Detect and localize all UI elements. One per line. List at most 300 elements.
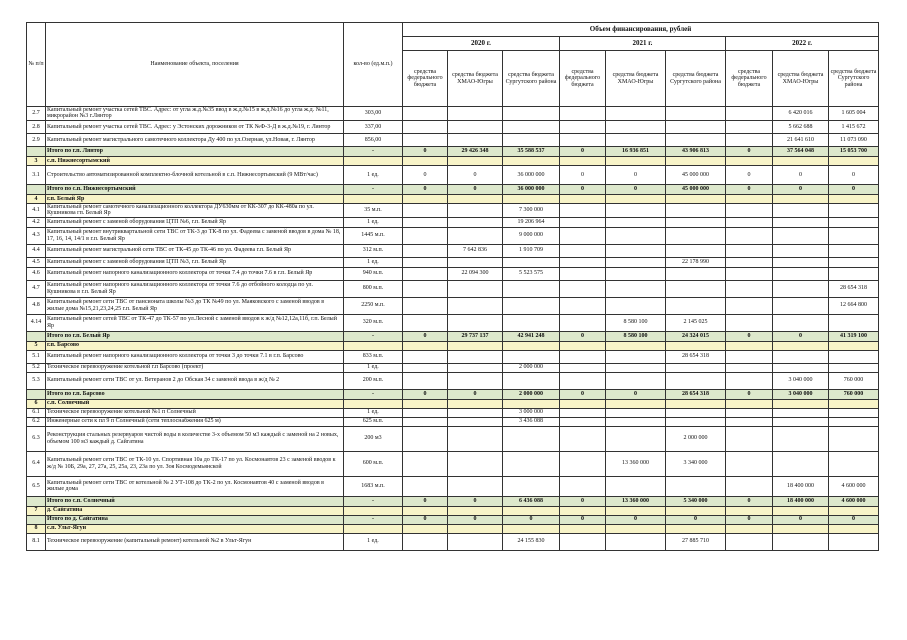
row-name: Итого по г.п. Барсово	[46, 389, 344, 399]
empty-cell	[829, 399, 879, 408]
value-cell	[666, 227, 726, 244]
empty-cell	[606, 399, 666, 408]
value-cell	[403, 417, 448, 426]
row-quantity: 303,00	[344, 107, 403, 121]
row-quantity: 2250 м.п.	[344, 297, 403, 314]
value-cell: 0	[829, 184, 879, 194]
value-cell	[666, 280, 726, 297]
row-number: 6.3	[27, 426, 46, 451]
header-source-federal: средства федерального бюджета	[726, 51, 773, 107]
value-cell: 0	[560, 515, 606, 524]
value-cell	[560, 244, 606, 257]
value-cell	[503, 107, 560, 121]
value-cell	[503, 120, 560, 133]
value-cell	[560, 297, 606, 314]
value-cell	[560, 203, 606, 217]
empty-cell	[344, 156, 403, 165]
empty-cell	[606, 194, 666, 203]
value-cell	[448, 280, 503, 297]
row-number: 4.5	[27, 257, 46, 267]
value-cell: 2 000 000	[666, 426, 726, 451]
empty-cell	[403, 341, 448, 350]
value-cell	[773, 314, 829, 331]
empty-cell	[666, 341, 726, 350]
value-cell	[560, 363, 606, 372]
value-cell	[503, 257, 560, 267]
row-quantity: 337,00	[344, 120, 403, 133]
value-cell	[606, 217, 666, 227]
empty-cell	[403, 506, 448, 515]
row-quantity: 1 ед.	[344, 217, 403, 227]
section-row	[27, 156, 879, 165]
value-cell	[503, 280, 560, 297]
empty-cell	[829, 524, 879, 533]
value-cell	[666, 297, 726, 314]
empty-cell	[666, 399, 726, 408]
row-quantity: 1 ед.	[344, 533, 403, 550]
value-cell	[606, 203, 666, 217]
row-number	[27, 184, 46, 194]
row-quantity: 940 м.п.	[344, 267, 403, 280]
value-cell: 12 664 800	[829, 297, 879, 314]
section-row	[27, 341, 879, 350]
row-quantity: -	[344, 184, 403, 194]
empty-cell	[666, 524, 726, 533]
row-name: Капитальный ремонт напорного канализационного коллектора от точки 3 до точки 7.1 в г.п. Барсово	[46, 350, 344, 363]
value-cell	[448, 227, 503, 244]
value-cell	[726, 217, 773, 227]
value-cell	[726, 297, 773, 314]
row-name: Техническое перевооружение котельной №1 п Солнечный	[46, 408, 344, 417]
value-cell	[726, 314, 773, 331]
row-quantity: 35 м.п.	[344, 203, 403, 217]
value-cell: 16 936 851	[606, 146, 666, 156]
value-cell: 41 319 100	[829, 331, 879, 341]
value-cell: 0	[560, 165, 606, 184]
row-name: Капитальный ремонт участка сетей ТВС. Адрес: от угла ж.д.№35 ввод в ж.д.№15 в ж.д.№16 до угла ж.д. №11, микрорайон №3 г.Лянтор	[46, 107, 344, 121]
value-cell: 0	[403, 389, 448, 399]
value-cell	[829, 350, 879, 363]
value-cell	[448, 476, 503, 496]
header-source-khmao: средства бюджета ХМАО-Югры	[773, 51, 829, 107]
empty-cell	[726, 194, 773, 203]
value-cell	[666, 372, 726, 389]
value-cell	[773, 451, 829, 476]
empty-cell	[560, 399, 606, 408]
empty-cell	[666, 194, 726, 203]
row-number	[27, 515, 46, 524]
financing-table	[26, 22, 879, 551]
value-cell: 0	[448, 515, 503, 524]
row-name: Капитальный ремонт сети ТВС от котельной № 2 УТ-108 до ТК-2 по ул. Космонавтов 40 с заменой вводов в жилые дома	[46, 476, 344, 496]
value-cell: 0	[726, 389, 773, 399]
value-cell	[726, 257, 773, 267]
empty-cell	[606, 506, 666, 515]
row-number: 6.5	[27, 476, 46, 496]
empty-cell	[448, 341, 503, 350]
value-cell	[448, 297, 503, 314]
value-cell	[606, 350, 666, 363]
row-name: Строительство автоматизированной комплектно-блочной котельной в с.п. Нижнесортымский (9 МВт/час)	[46, 165, 344, 184]
value-cell: 0	[726, 515, 773, 524]
value-cell: 0	[503, 515, 560, 524]
value-cell: 4 600 000	[829, 496, 879, 506]
value-cell: 27 885 710	[666, 533, 726, 550]
row-quantity: 1445 м.п.	[344, 227, 403, 244]
table-row	[27, 451, 879, 476]
value-cell	[503, 451, 560, 476]
empty-cell	[773, 194, 829, 203]
value-cell: 6 436 088	[503, 496, 560, 506]
value-cell	[773, 408, 829, 417]
value-cell	[560, 417, 606, 426]
row-number: 2.8	[27, 120, 46, 133]
row-number: 4.7	[27, 280, 46, 297]
section-name: г.п. Белый Яр	[46, 194, 344, 203]
row-number	[27, 389, 46, 399]
value-cell	[829, 203, 879, 217]
row-quantity: 1 ед.	[344, 165, 403, 184]
value-cell	[773, 297, 829, 314]
section-row	[27, 399, 879, 408]
value-cell: 0	[403, 146, 448, 156]
empty-cell	[726, 156, 773, 165]
value-cell	[403, 451, 448, 476]
row-name: Инженерные сети к пл 9 п Солнечный (сети теплоснабжения 625 м)	[46, 417, 344, 426]
value-cell: 8 580 100	[606, 314, 666, 331]
table-row	[27, 533, 879, 550]
value-cell: 0	[606, 515, 666, 524]
row-number: 4.14	[27, 314, 46, 331]
row-quantity: 200 м.п.	[344, 372, 403, 389]
row-name: Капитальный ремонт сети ТВС от ул. Ветеранов 2 до Обская 34 с заменой ввода в ж/д № 2	[46, 372, 344, 389]
row-quantity: -	[344, 515, 403, 524]
value-cell: 760 000	[829, 389, 879, 399]
empty-cell	[726, 341, 773, 350]
value-cell: 7 642 836	[448, 244, 503, 257]
empty-cell	[606, 156, 666, 165]
value-cell	[829, 426, 879, 451]
value-cell	[606, 267, 666, 280]
value-cell	[773, 417, 829, 426]
value-cell	[726, 408, 773, 417]
row-quantity: 320 м.п.	[344, 314, 403, 331]
table-row	[27, 217, 879, 227]
row-quantity: 1 ед.	[344, 408, 403, 417]
value-cell: 28 654 318	[666, 350, 726, 363]
empty-cell	[666, 506, 726, 515]
value-cell	[448, 426, 503, 451]
table-row	[27, 372, 879, 389]
header-financing: Объем финансирования, рублей	[403, 23, 879, 37]
value-cell	[448, 314, 503, 331]
budget-table-sheet	[26, 22, 878, 551]
value-cell	[606, 363, 666, 372]
value-cell: 2 145 025	[666, 314, 726, 331]
value-cell	[726, 533, 773, 550]
table-row	[27, 133, 879, 146]
value-cell	[773, 257, 829, 267]
value-cell	[726, 133, 773, 146]
value-cell	[606, 408, 666, 417]
value-cell: 45 000 000	[666, 184, 726, 194]
value-cell: 29 426 348	[448, 146, 503, 156]
row-name: Капитальный ремонт напорного канализационного коллектора от точки 7.4 до точки 7.6 в г.п. Белый Яр	[46, 267, 344, 280]
value-cell: 2 000 000	[503, 389, 560, 399]
row-quantity: 800 м.п.	[344, 280, 403, 297]
header-source-khmao: средства бюджета ХМАО-Югры	[606, 51, 666, 107]
row-name: Капитальный ремонт магистральной сети ТВС от ТК-45 до ТК-46 по ул. Фадеева г.п. Белый Яр	[46, 244, 344, 257]
value-cell: 2 000 000	[503, 363, 560, 372]
value-cell	[666, 120, 726, 133]
value-cell: 5 340 000	[666, 496, 726, 506]
value-cell: 7 300 000	[503, 203, 560, 217]
value-cell	[773, 267, 829, 280]
value-cell: 42 941 248	[503, 331, 560, 341]
row-number: 4.4	[27, 244, 46, 257]
value-cell	[726, 363, 773, 372]
value-cell: 3 436 088	[503, 417, 560, 426]
empty-cell	[503, 156, 560, 165]
total-row	[27, 184, 879, 194]
value-cell	[503, 476, 560, 496]
value-cell	[773, 363, 829, 372]
row-name: Капитальный ремонт магистрального самотечного коллектора Ду 400 по ул.Озерная, ул.Новая, г. Лянтор	[46, 133, 344, 146]
row-name: Итого по г.п. Белый Яр	[46, 331, 344, 341]
value-cell: 1 605 004	[829, 107, 879, 121]
value-cell: 0	[726, 146, 773, 156]
value-cell: 13 360 000	[606, 496, 666, 506]
value-cell	[403, 314, 448, 331]
value-cell	[448, 363, 503, 372]
empty-cell	[344, 399, 403, 408]
row-number	[27, 496, 46, 506]
empty-cell	[829, 506, 879, 515]
row-name: Капитальный ремонт самотечного канализационного коллектора ДУ630мм от КК-307 до КК-480а по ул. Кушникова гп. Белый Яр	[46, 203, 344, 217]
empty-cell	[403, 399, 448, 408]
value-cell: 0	[403, 165, 448, 184]
empty-cell	[829, 341, 879, 350]
row-name: Техническое перевооружение котельной г.п Барсово (проект)	[46, 363, 344, 372]
total-row	[27, 146, 879, 156]
empty-cell	[503, 341, 560, 350]
value-cell: 0	[666, 515, 726, 524]
section-number: 3	[27, 156, 46, 165]
value-cell	[726, 244, 773, 257]
section-name: с.п. Нижнесортымский	[46, 156, 344, 165]
value-cell: 5 662 688	[773, 120, 829, 133]
row-name: Реконструкция стальных резервуаров чистой воды в количестве 3-х объемом 50 м3 каждый с заменой на 2 новых, объемом 100 м3 каждый д. Сайгатина	[46, 426, 344, 451]
value-cell	[829, 363, 879, 372]
row-quantity: 312 м.п.	[344, 244, 403, 257]
value-cell	[560, 120, 606, 133]
section-name: г.п. Барсово	[46, 341, 344, 350]
row-number: 4.6	[27, 267, 46, 280]
value-cell	[726, 120, 773, 133]
header-name: Наименование объекта, поселения	[46, 23, 344, 107]
value-cell	[403, 227, 448, 244]
value-cell: 36 000 000	[503, 184, 560, 194]
value-cell	[403, 257, 448, 267]
empty-cell	[344, 194, 403, 203]
row-number: 6.2	[27, 417, 46, 426]
value-cell	[666, 267, 726, 280]
header-year-2020: 2020 г.	[403, 37, 560, 51]
value-cell	[403, 297, 448, 314]
value-cell	[403, 350, 448, 363]
value-cell	[403, 244, 448, 257]
value-cell: 4 600 000	[829, 476, 879, 496]
value-cell	[726, 451, 773, 476]
total-row	[27, 515, 879, 524]
value-cell	[829, 451, 879, 476]
empty-cell	[503, 506, 560, 515]
value-cell	[726, 417, 773, 426]
value-cell	[829, 408, 879, 417]
value-cell: 35 588 537	[503, 146, 560, 156]
value-cell	[448, 257, 503, 267]
empty-cell	[560, 524, 606, 533]
empty-cell	[606, 524, 666, 533]
value-cell: 0	[829, 515, 879, 524]
empty-cell	[503, 194, 560, 203]
value-cell	[829, 267, 879, 280]
empty-cell	[726, 506, 773, 515]
value-cell: 0	[403, 515, 448, 524]
empty-cell	[503, 399, 560, 408]
value-cell	[726, 203, 773, 217]
empty-cell	[773, 524, 829, 533]
row-name: Капитальный ремонт участка сетей ТВС. Адрес: у Эстонских дорожников от ТК №Ф-3-Д в ж.д.№19, г. Лянтор	[46, 120, 344, 133]
row-quantity: 856,00	[344, 133, 403, 146]
value-cell	[829, 417, 879, 426]
value-cell	[606, 133, 666, 146]
value-cell	[503, 372, 560, 389]
value-cell	[560, 350, 606, 363]
value-cell: 28 654 318	[666, 389, 726, 399]
empty-cell	[773, 341, 829, 350]
value-cell: 0	[773, 184, 829, 194]
value-cell: 0	[560, 146, 606, 156]
value-cell	[773, 280, 829, 297]
value-cell: 0	[773, 165, 829, 184]
row-number: 4.1	[27, 203, 46, 217]
value-cell: 0	[560, 331, 606, 341]
value-cell	[666, 203, 726, 217]
empty-cell	[448, 506, 503, 515]
section-row	[27, 524, 879, 533]
section-name: с.п. Солнечный	[46, 399, 344, 408]
value-cell: 15 053 700	[829, 146, 879, 156]
value-cell	[829, 227, 879, 244]
value-cell	[829, 217, 879, 227]
value-cell	[829, 533, 879, 550]
table-row	[27, 476, 879, 496]
value-cell	[829, 244, 879, 257]
value-cell: 29 737 137	[448, 331, 503, 341]
empty-cell	[403, 156, 448, 165]
table-row	[27, 244, 879, 257]
value-cell	[403, 280, 448, 297]
value-cell	[448, 533, 503, 550]
value-cell	[666, 107, 726, 121]
empty-cell	[773, 399, 829, 408]
value-cell	[560, 372, 606, 389]
value-cell	[773, 227, 829, 244]
value-cell	[606, 533, 666, 550]
value-cell: 0	[726, 165, 773, 184]
table-row	[27, 350, 879, 363]
row-quantity: 1 ед.	[344, 363, 403, 372]
value-cell	[403, 120, 448, 133]
value-cell	[773, 350, 829, 363]
empty-cell	[403, 524, 448, 533]
total-row	[27, 389, 879, 399]
empty-cell	[560, 194, 606, 203]
value-cell	[773, 533, 829, 550]
section-row	[27, 194, 879, 203]
value-cell: 0	[606, 389, 666, 399]
table-row	[27, 408, 879, 417]
value-cell	[560, 451, 606, 476]
value-cell: 3 340 000	[666, 451, 726, 476]
value-cell	[560, 133, 606, 146]
total-row	[27, 331, 879, 341]
section-number: 4	[27, 194, 46, 203]
value-cell: 0	[829, 165, 879, 184]
empty-cell	[403, 194, 448, 203]
value-cell	[448, 203, 503, 217]
value-cell: 8 580 100	[606, 331, 666, 341]
total-row	[27, 496, 879, 506]
row-quantity: -	[344, 496, 403, 506]
value-cell: 3 040 000	[773, 372, 829, 389]
row-quantity: -	[344, 331, 403, 341]
table-row	[27, 165, 879, 184]
value-cell: 0	[448, 165, 503, 184]
row-name: Капитальный ремонт с заменой оборудования ЦТП №3, г.п. Белый Яр	[46, 257, 344, 267]
value-cell	[666, 363, 726, 372]
value-cell	[560, 533, 606, 550]
value-cell	[666, 408, 726, 417]
empty-cell	[448, 156, 503, 165]
header-source-khmao: средства бюджета ХМАО-Югры	[448, 51, 503, 107]
value-cell: 22 094 300	[448, 267, 503, 280]
value-cell	[560, 217, 606, 227]
value-cell	[726, 267, 773, 280]
row-number: 5.3	[27, 372, 46, 389]
value-cell: 0	[560, 496, 606, 506]
value-cell	[726, 350, 773, 363]
value-cell: 24 324 015	[666, 331, 726, 341]
row-number: 2.7	[27, 107, 46, 121]
value-cell	[448, 408, 503, 417]
value-cell: 24 155 830	[503, 533, 560, 550]
value-cell	[606, 297, 666, 314]
value-cell	[560, 107, 606, 121]
value-cell	[560, 426, 606, 451]
value-cell: 21 641 610	[773, 133, 829, 146]
value-cell	[606, 244, 666, 257]
row-quantity: 833 м.п.	[344, 350, 403, 363]
value-cell	[403, 133, 448, 146]
value-cell	[773, 244, 829, 257]
row-name: Капитальный ремонт напорного канализационного коллектора от точки 7.6 до отбойного колодца по ул. Кушникова в г.п. Белый Яр	[46, 280, 344, 297]
row-number: 8.1	[27, 533, 46, 550]
section-name: с.п. Ульт-Ягун	[46, 524, 344, 533]
value-cell	[726, 280, 773, 297]
table-row	[27, 363, 879, 372]
